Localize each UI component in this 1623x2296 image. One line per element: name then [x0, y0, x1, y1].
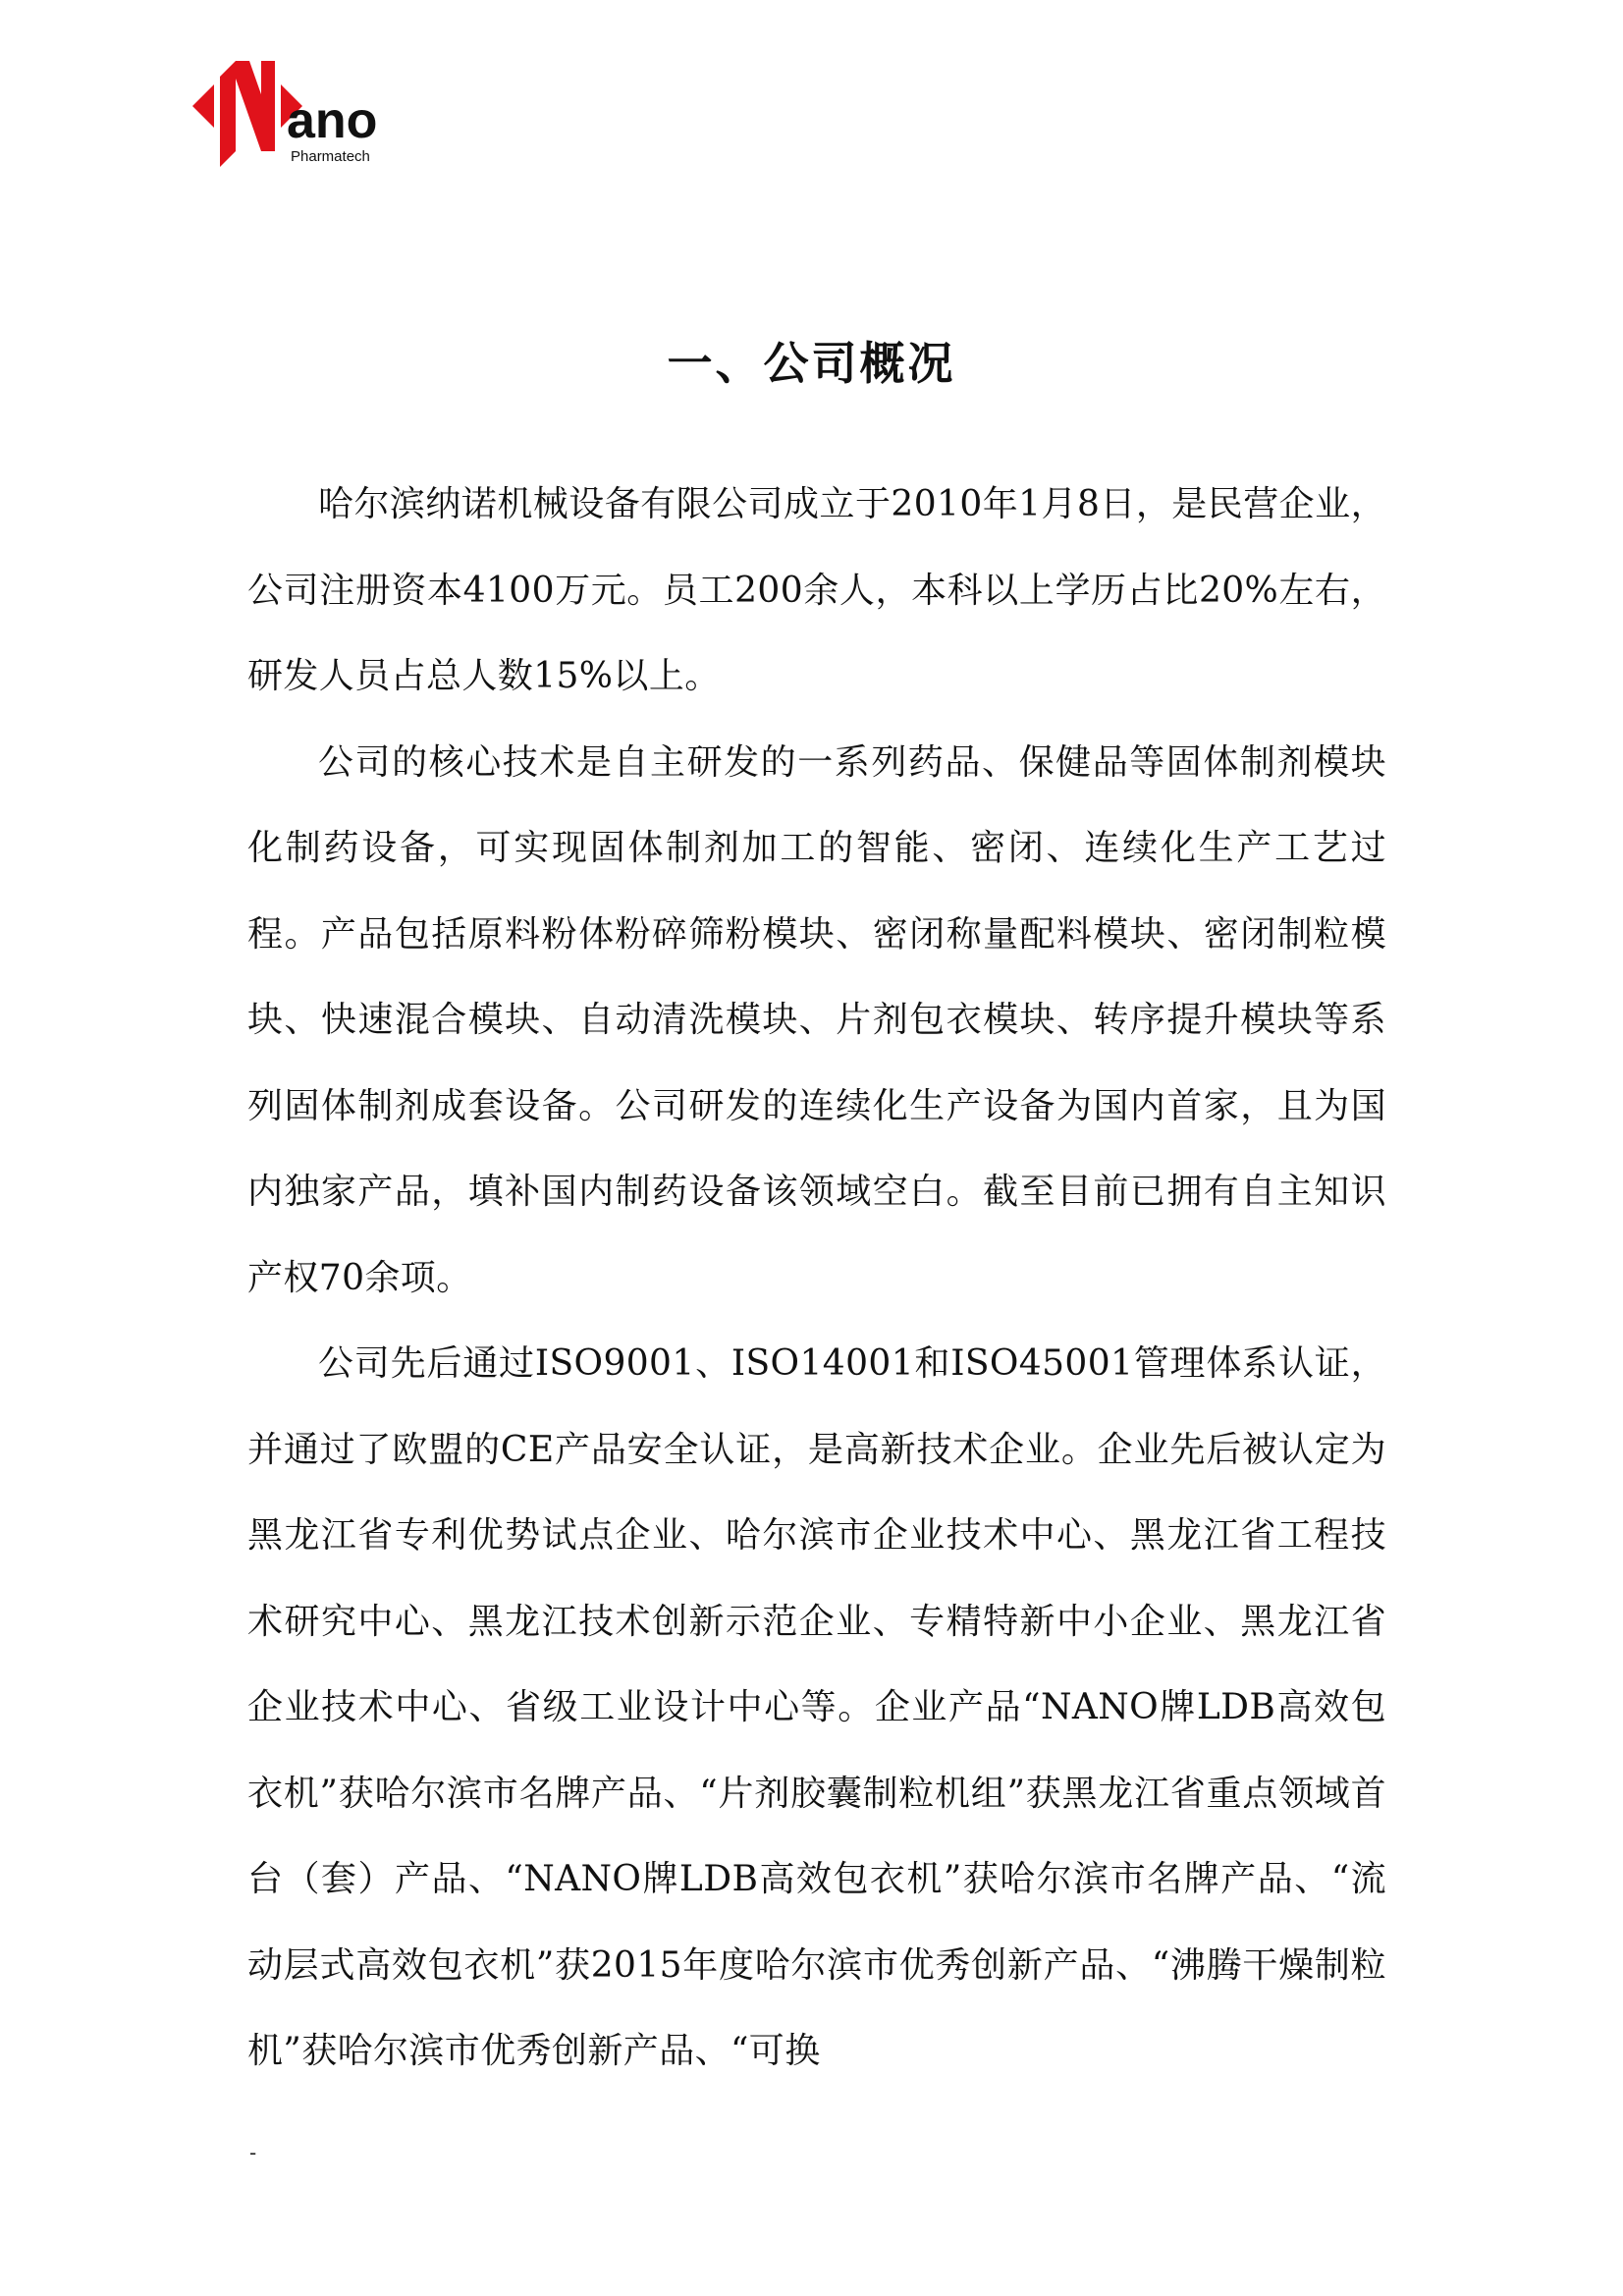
paragraph-certifications: 公司先后通过ISO9001、ISO14001和ISO45001管理体系认证，并通过了欧盟的CE产品安全认证，是高新技术企业。企业先后被认定为黑龙江省专利优势试点企业、哈尔滨市企业技术中心、黑龙江省工程技术研究中心、黑龙江技术创新示范企业、专精特新中小企业、黑龙江省企业技术中心、省级工业设计中心等。企业产品“NANO牌LDB高效包衣机”获哈尔滨市名牌产品、“片剂胶囊制粒机组”获黑龙江省重点领域首台（套）产品、“NANO牌LDB高效包衣机”获哈尔滨市名牌产品、“流动层式高效包衣机”获2015年度哈尔滨市优秀创新产品、“沸腾干燥制粒机”获哈尔滨市优秀创新产品、“可换: [247, 1343, 1386, 2071]
document-body: [247, 462, 1386, 2095]
section-title: 一、公司概况: [667, 337, 956, 390]
paragraph-company-founding: 哈尔滨纳诺机械设备有限公司成立于2010年1月8日，是民营企业，公司注册资本4100万元。员工200余人，本科以上学历占比20%左右，研发人员占总人数15%以上。: [247, 484, 1386, 696]
nano-logo-mark: [192, 57, 418, 175]
paragraph-core-technology: 公司的核心技术是自主研发的一系列药品、保健品等固体制剂模块化制药设备，可实现固体制剂加工的智能、密闭、连续化生产工艺过程。产品包括原料粉体粉碎筛粉模块、密闭称量配料模块、密闭制粒模块、快速混合模块、自动清洗模块、片剂包衣模块、转序提升模块等系列固体制剂成套设备。公司研发的连续化生产设备为国内首家，且为国内独家产品，填补国内制药设备该领域空白。截至目前已拥有自主知识产权70余项。: [247, 741, 1386, 1298]
page-footer-mark: -: [249, 2141, 257, 2164]
logo-brand-text: ano: [287, 92, 378, 149]
company-logo: [192, 57, 418, 175]
logo-subtitle: Pharmatech: [291, 148, 370, 165]
